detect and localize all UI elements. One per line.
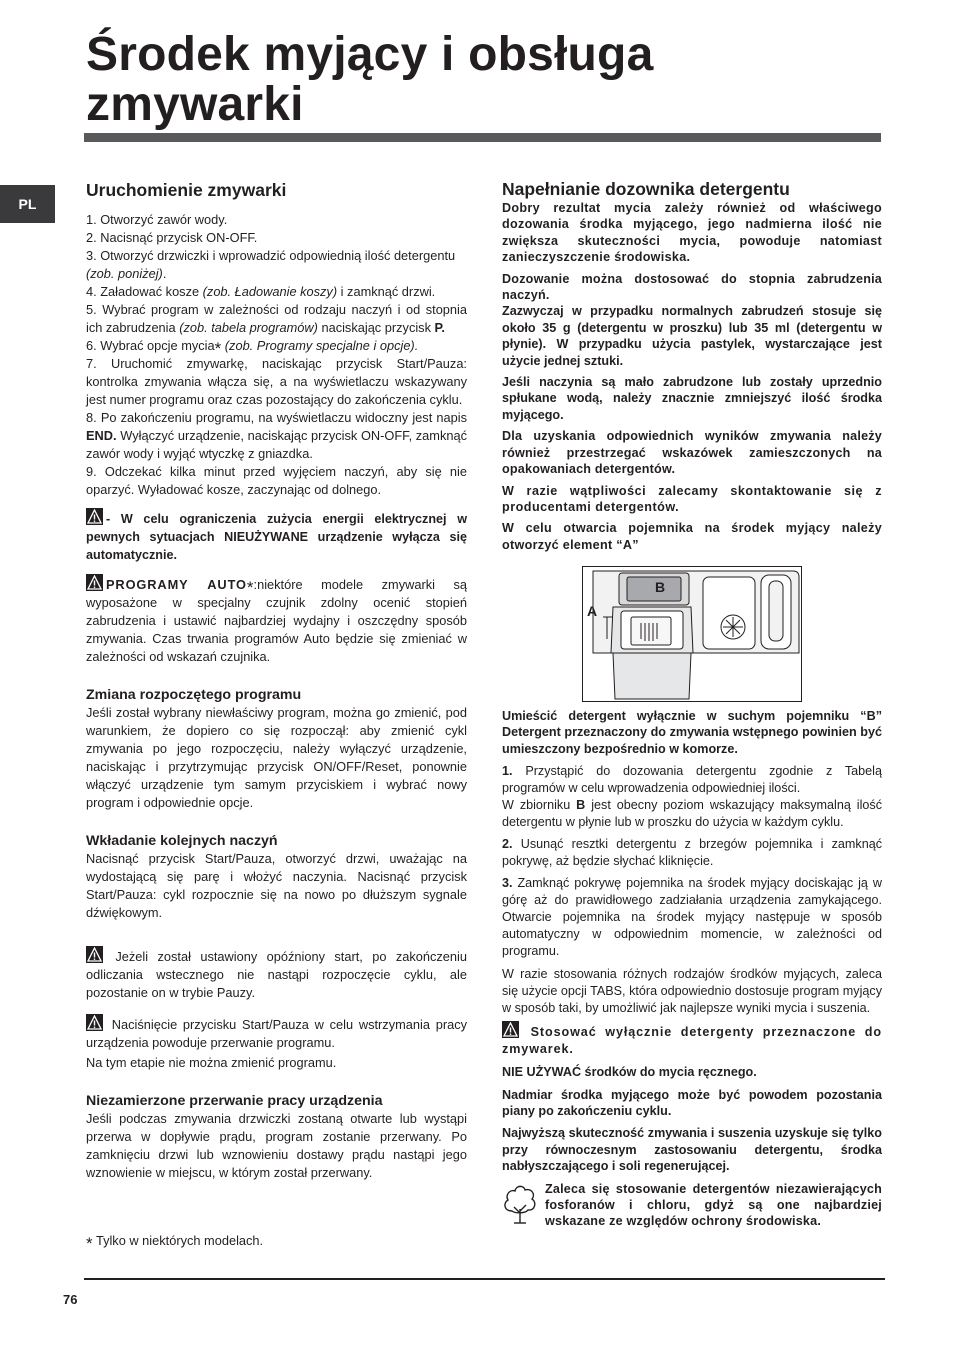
pause-warning-note: Na tym etapie nie można zmienić programu. xyxy=(86,1055,337,1070)
dispenser-diagram xyxy=(582,566,802,702)
section-title-change-program: Zmiana rozpoczętego programu xyxy=(86,687,302,703)
tabs-option-note: W razie stosowania różnych rodzajów środków myjących, zaleca się użycie opcji TABS, która odpowiednio dostosuje program myjący w sposób taki, by umożliwić jak najlepsze wyniki mycia i suszenia. xyxy=(502,967,882,1016)
eco-note-text: Zaleca się stosowanie detergentów niezawierających fosforanów i chloru, gdyż są one najbardziej wskazane ze względów ochrony środowiska. xyxy=(545,1181,882,1229)
dosing-step-1: 1. Przystąpić do dozowania detergentu zgodnie z Tabelą programów w celu wprowadzenia odpowiedniej ilości. xyxy=(502,764,882,796)
step-9: 9. Odczekać kilka minut przed wyjęciem naczyń, aby się nie oparzyć. Wyładować kosze, zaczynając od dolnego. xyxy=(86,464,467,497)
energy-warning: - W celu ograniczenia zużycia energii elektrycznej w pewnych sytuacjach NIEUŻYWANE urządzenie wyłącza się automatycznie. xyxy=(86,508,467,564)
section-title-interruption: Niezamierzone przerwanie pracy urządzenia xyxy=(86,1093,383,1109)
title-line-1: Środek myjący i obsługa xyxy=(86,28,654,81)
section-title-start: Uruchomienie zmywarki xyxy=(86,180,287,200)
left-column xyxy=(86,176,467,1182)
warning-triangle-icon xyxy=(86,574,103,591)
warning-triangle-icon xyxy=(502,1021,519,1038)
title-rule xyxy=(84,133,881,142)
detergent-para-2: Dozowanie można dostosować do stopnia zabrudzenia naczyń. xyxy=(502,271,882,303)
pause-warning: Naciśnięcie przycisku Start/Pauza w celu wstrzymania pracy urządzenia powoduje przerwanie programu. xyxy=(86,1014,467,1052)
warning-triangle-icon xyxy=(86,946,103,963)
detergent-para-4: Jeśli naczynia są mało zabrudzone lub zostały uprzednio spłukane wodą, należy znacznie zmniejszyć ilość środka myjącego. xyxy=(502,375,882,422)
detergent-warning: Stosować wyłącznie detergenty przeznaczone do zmywarek. xyxy=(502,1021,882,1058)
step-1: 1. Otworzyć zawór wody. xyxy=(86,212,228,227)
excess-detergent-note: Nadmiar środka myjącego może być powodem pozostania piany po zakończeniu cyklu. xyxy=(502,1087,882,1119)
detergent-para-1: Dobry rezultat mycia zależy również od właściwego dozowania środka myjącego, jego nadmierna ilość nie zwiększa skuteczności mycia, powoduje natomiast zanieczyszczenie środowiska. xyxy=(502,201,882,265)
step-4: 4. Załadować kosze (zob. Ładowanie koszy) i zamknąć drzwi. xyxy=(86,284,436,299)
no-hand-wash-note: NIE UŻYWAĆ środków do mycia ręcznego. xyxy=(502,1065,757,1080)
footnote-star: * xyxy=(86,1234,93,1253)
footnote xyxy=(86,1232,264,1253)
detergent-para-3: Zazwyczaj w przypadku normalnych zabrudzeń stosuje się około 35 g (detergentu w proszku) lub 35 ml (detergentu w płynie). W przypadku użycia pastylek, wystarczające jest użycie jednej sztuki. xyxy=(502,304,882,368)
dosing-step-2: 2. Usunąć resztki detergentu z brzegów pojemnika i zamknąć pokrywę, aż będzie słychać kliknięcie. xyxy=(502,837,882,869)
auto-programs-note: PROGRAMY AUTO*:niektóre modele zmywarki są wyposażone w specjalny czujnik zdolny ocenić stopień zabrudzenia i ustawić najbardziej wydajny i oszczędny sposób zmywania. Czas trwania programów Auto będzie się zmieniać w zależności od wskazań czujnika. xyxy=(86,574,467,666)
detergent-para-8: Umieścić detergent wyłącznie w suchym pojemniku “B” Detergent przeznaczony do zmywania wstępnego powinien być umieszczony bezpośrednio w komorze. xyxy=(502,709,882,756)
footnote-text: Tylko w niektórych modelach. xyxy=(95,1233,264,1248)
change-program-text: Jeśli został wybrany niewłaściwy program, można go zmienić, pod warunkiem, że dopiero co się rozpoczął: aby zmienić cykl zmywania po jego rozpoczęciu, należy wyłączyć urządzenie, naciskając i przytrzymując przycisk ON/OFF/Reset, ponownie włączyć urządzenie tym samym przyciskiem i wybrać nowy program i odpowiednie opcje. xyxy=(86,705,467,810)
footer-rule xyxy=(84,1278,885,1280)
step-2: 2. Nacisnąć przycisk ON-OFF. xyxy=(86,230,258,245)
eco-note xyxy=(502,1181,882,1230)
dosing-step-3: 3. Zamknąć pokrywę pojemnika na środek myjący dociskając ją w górę aż do prawidłowego zadziałania urządzenia zamykającego. Otwarcie pojemnika na środek myjący następuje w sposób automatyczny w odpowiednim momencie, w zależności od programu. xyxy=(502,876,882,959)
dispenser-drawing xyxy=(583,567,801,701)
tree-eco-icon xyxy=(502,1183,538,1230)
detergent-para-7: W celu otwarcia pojemnika na środek myjący należy otworzyć element “A” xyxy=(502,521,882,552)
interruption-text: Jeśli podczas zmywania drzwiczki zostaną otwarte lub wystąpi przerwa w dopływie prądu, program zostanie przerwany. Po zamknięciu drzwi lub wznowieniu dostawy prądu nastąpi jego wznowienie w miejscu, w którym został przerwany. xyxy=(86,1111,467,1180)
figure-label-b: B xyxy=(655,579,666,595)
delayed-start-warning: Jeżeli został ustawiony opóźniony start, po zakończeniu odliczania wstecznego nie nastąpi rozpoczęcie cyklu, ale pozostanie on w trybie Pauzy. xyxy=(86,946,467,1002)
best-results-note: Najwyższą skuteczność zmywania i suszenia uzyskuje się tylko przy równoczesnym zastosowaniu detergentu, środka nabłyszczającego i soli regenerującej. xyxy=(502,1126,882,1174)
step-3: 3. Otworzyć drzwiczki i wprowadzić odpowiednią ilość detergentu (zob. poniżej). xyxy=(86,248,456,281)
figure-label-a: A xyxy=(587,603,598,619)
step-5: 5. Wybrać program w zależności od rodzaju naczyń i od stopnia ich zabrudzenia (zob. tabela programów) naciskając przycisk P. xyxy=(86,302,467,335)
step-7: 7. Uruchomić zmywarkę, naciskając przycisk Start/Pauza: kontrolka zmywania włącza się, a na wyświetlaczu wskazywany jest numer programu oraz czas pozostający do zakończenia cyklu. xyxy=(86,356,467,407)
page-number: 76 xyxy=(63,1292,78,1307)
title-line-2: zmywarki xyxy=(86,78,304,131)
language-tab: PL xyxy=(0,185,55,223)
detergent-para-5: Dla uzyskania odpowiednich wyników zmywania należy również przestrzegać wskazówek zamieszczonych na opakowaniach detergentów. xyxy=(502,429,882,477)
section-title-add-dishes: Wkładanie kolejnych naczyń xyxy=(86,833,278,849)
detergent-para-6: W razie wątpliwości zalecamy skontaktowanie się z producentami detergentów. xyxy=(502,483,882,514)
add-dishes-text: Nacisnąć przycisk Start/Pauza, otworzyć drzwi, uważając na wydostającą się parę i włożyć naczynia. Nacisnąć przycisk Start/Pauza: cykl rozpocznie się na nowo po dłuższym sygnale dźwiękowym. xyxy=(86,851,467,920)
warning-triangle-icon xyxy=(86,508,103,525)
page-title xyxy=(86,30,653,130)
step-6: 6. Wybrać opcje mycia* (zob. Programy specjalne i opcje). xyxy=(86,338,419,358)
warning-triangle-icon xyxy=(86,1014,103,1031)
section-title-detergent: Napełnianie dozownika detergentu xyxy=(502,179,790,199)
right-column-lower xyxy=(502,708,882,1230)
step-8: 8. Po zakończeniu programu, na wyświetlaczu widoczny jest napis END. Wyłączyć urządzenie, naciskając przycisk ON-OFF, zamknąć zawór wody i wyjąć wtyczkę z gniazdka. xyxy=(86,410,467,461)
dosing-step-1-note: W zbiorniku B jest obecny poziom wskazujący maksymalną ilość detergentu w płynie lub w proszku do użycia w każdym cyklu. xyxy=(502,798,882,830)
right-column xyxy=(502,176,882,553)
